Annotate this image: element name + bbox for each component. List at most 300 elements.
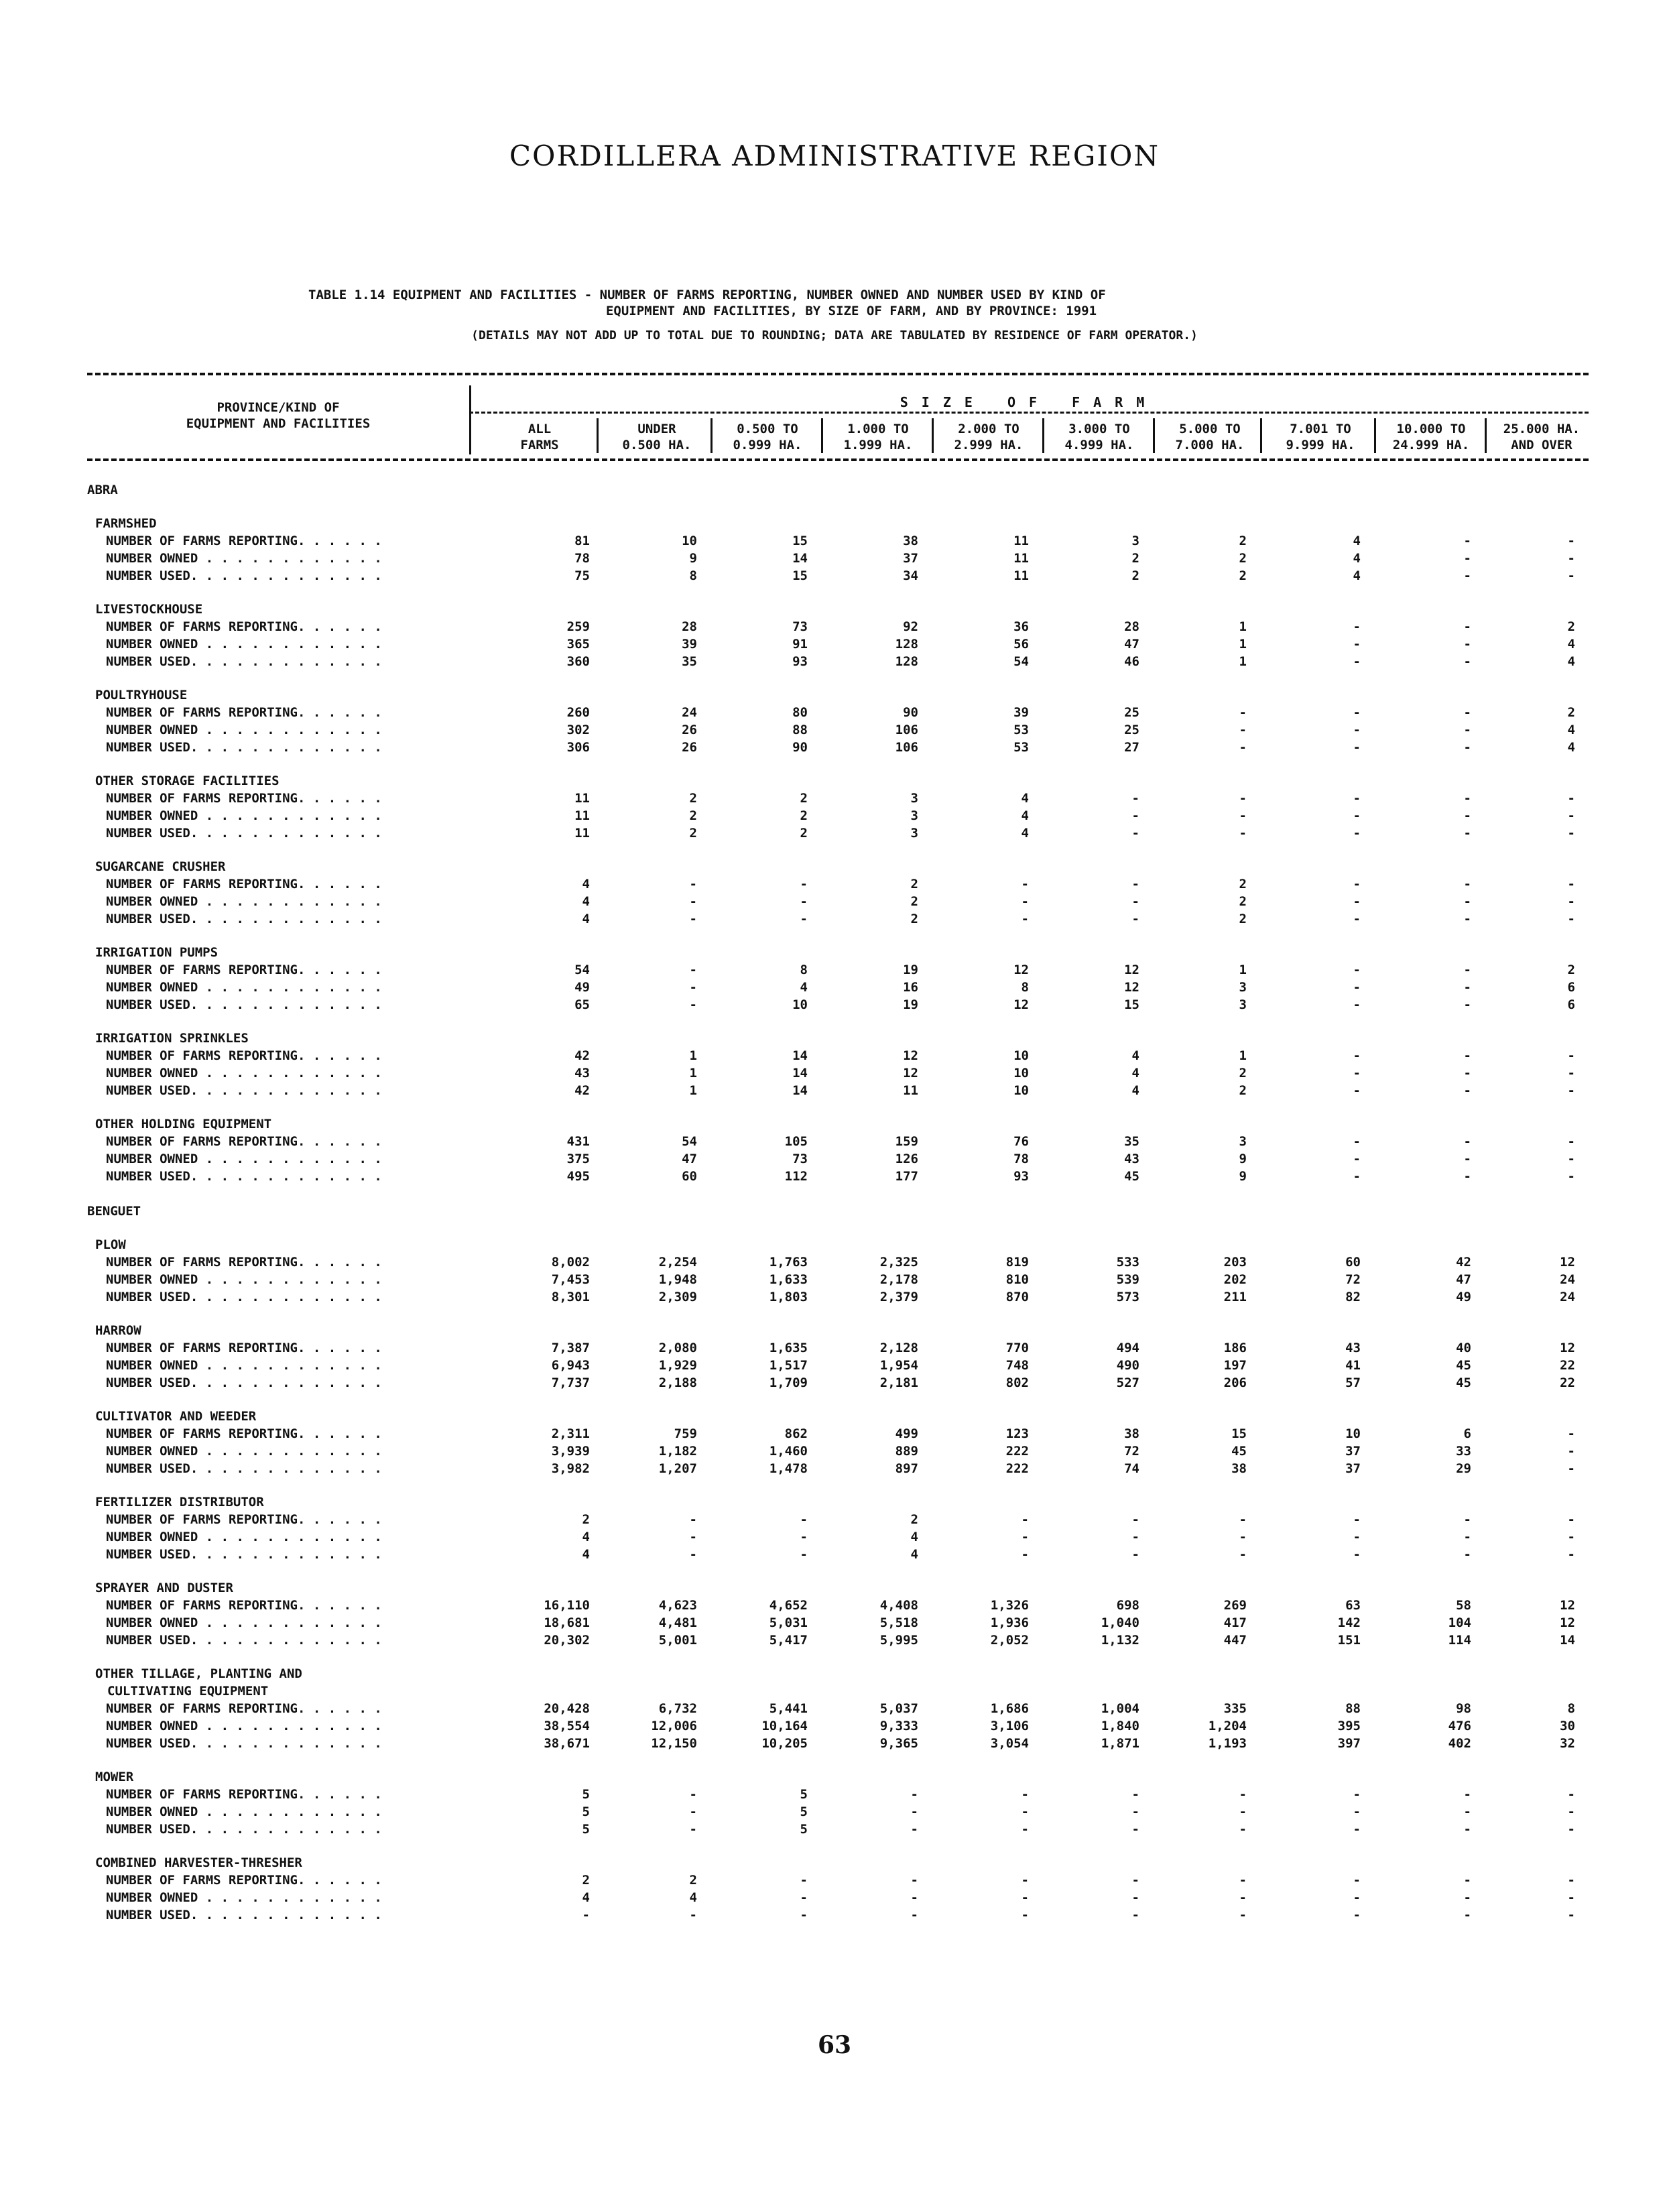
table-cell: 4 (582, 877, 590, 892)
table-cell: 63 (1345, 1598, 1361, 1613)
table-cell: 8 (689, 568, 697, 583)
equipment-group (0, 1768, 1669, 1838)
table-cell: 80 (792, 705, 808, 720)
table-cell: 1 (1239, 619, 1247, 634)
table-cell: 82 (1345, 1290, 1361, 1304)
table-cell: 38 (903, 534, 918, 548)
table-cell: 2 (1131, 551, 1139, 566)
table-cell: 42 (574, 1048, 590, 1063)
table-cell: 12 (1560, 1598, 1575, 1613)
table-cell: 335 (1223, 1701, 1247, 1716)
row-label: NUMBER OWNED . . . . . . . . . . . . (106, 1152, 382, 1166)
row-label: NUMBER USED. . . . . . . . . . . . . (106, 654, 382, 669)
table-cell: 10 (792, 997, 808, 1012)
table-cell: 186 (1223, 1341, 1247, 1355)
row-label: NUMBER OF FARMS REPORTING. . . . . . (106, 877, 382, 892)
table-cell: - (1353, 1787, 1361, 1802)
table-cell: 34 (903, 568, 918, 583)
table-cell: 2 (1239, 1066, 1247, 1081)
table-cell: 22 (1560, 1358, 1575, 1373)
table-cell: 2,311 (551, 1426, 590, 1441)
table-cell: 5,417 (769, 1633, 808, 1648)
table-cell: 1 (689, 1083, 697, 1098)
table-cell: 72 (1345, 1272, 1361, 1287)
table-cell: - (689, 1908, 697, 1922)
table-cell: 12,006 (651, 1719, 697, 1733)
table-cell: 24 (1560, 1290, 1575, 1304)
row-label: NUMBER OF FARMS REPORTING. . . . . . (106, 1134, 382, 1149)
row-label: NUMBER OWNED . . . . . . . . . . . . (106, 1719, 382, 1733)
table-cell: - (1567, 1083, 1575, 1098)
table-row (0, 532, 1669, 550)
table-cell: 2 (689, 791, 697, 806)
table-cell: 2 (910, 894, 918, 909)
table-cell: - (1239, 1908, 1247, 1922)
equipment-title: MOWER (95, 1770, 134, 1784)
table-cell: 1,954 (879, 1358, 918, 1373)
table-cell: - (1463, 705, 1471, 720)
column-header-line2: AND OVER (1511, 438, 1572, 452)
table-cell: - (910, 1908, 918, 1922)
column-separator (1260, 418, 1262, 453)
row-label: NUMBER OWNED . . . . . . . . . . . . (106, 894, 382, 909)
table-cell: 222 (1005, 1461, 1029, 1476)
table-cell: 5 (582, 1804, 590, 1819)
table-cell: 260 (566, 705, 590, 720)
table-row (0, 790, 1669, 807)
row-label: NUMBER USED. . . . . . . . . . . . . (106, 1633, 382, 1648)
table-cell: 43 (574, 1066, 590, 1081)
table-cell: 43 (1124, 1152, 1139, 1166)
row-label: NUMBER OWNED . . . . . . . . . . . . (106, 1530, 382, 1544)
table-cell: 2 (1131, 568, 1139, 583)
equipment-title-continued: CULTIVATING EQUIPMENT (107, 1684, 269, 1699)
table-cell: - (1567, 1152, 1575, 1166)
table-cell: 5,001 (658, 1633, 697, 1648)
row-label: NUMBER OF FARMS REPORTING. . . . . . (106, 791, 382, 806)
table-cell: 4,408 (879, 1598, 918, 1613)
page-number: 63 (817, 2031, 852, 2059)
table-cell: - (1239, 1787, 1247, 1802)
table-cell: 47 (1124, 637, 1139, 652)
table-cell: 748 (1005, 1358, 1029, 1373)
table-cell: - (1567, 1426, 1575, 1441)
table-cell: - (1131, 1822, 1139, 1837)
table-cell: - (800, 1547, 808, 1562)
table-cell: 2,325 (879, 1255, 918, 1270)
table-row (0, 1253, 1669, 1271)
table-cell: 54 (682, 1134, 697, 1149)
equipment-group (0, 772, 1669, 842)
table-cell: 26 (682, 723, 697, 737)
table-cell: - (1463, 568, 1471, 583)
table-cell: - (1463, 1152, 1471, 1166)
table-cell: 46 (1124, 654, 1139, 669)
table-cell: 37 (903, 551, 918, 566)
table-cell: 6 (1567, 997, 1575, 1012)
table-cell: 2 (910, 1512, 918, 1527)
table-cell: - (1021, 912, 1029, 926)
table-cell: 38,554 (544, 1719, 590, 1733)
table-row (0, 1786, 1669, 1803)
row-label: NUMBER OWNED . . . . . . . . . . . . (106, 980, 382, 995)
table-cell: - (1567, 1444, 1575, 1459)
table-cell: - (1021, 1804, 1029, 1819)
table-cell: 12 (1013, 997, 1029, 1012)
table-cell: 402 (1448, 1736, 1471, 1751)
table-cell: 1 (1239, 1048, 1247, 1063)
column-separator (932, 418, 934, 453)
size-header-rule (469, 412, 1589, 414)
table-cell: 90 (903, 705, 918, 720)
region-title: CORDILLERA ADMINISTRATIVE REGION (509, 139, 1160, 172)
table-cell: - (1353, 1152, 1361, 1166)
table-cell: 2 (800, 791, 808, 806)
table-row (0, 1047, 1669, 1064)
column-separator (1042, 418, 1044, 453)
table-cell: 88 (1345, 1701, 1361, 1716)
table-cell: 12 (1124, 980, 1139, 995)
table-cell: - (1021, 894, 1029, 909)
row-label: NUMBER OF FARMS REPORTING. . . . . . (106, 1255, 382, 1270)
table-cell: 2,181 (879, 1375, 918, 1390)
table-cell: 2,379 (879, 1290, 918, 1304)
equipment-title: SPRAYER AND DUSTER (95, 1581, 233, 1595)
table-cell: 60 (1345, 1255, 1361, 1270)
table-cell: - (689, 1787, 697, 1802)
table-cell: 302 (566, 723, 590, 737)
column-header-line2: FARMS (520, 438, 559, 452)
table-note: (DETAILS MAY NOT ADD UP TO TOTAL DUE TO ROUNDING; DATA ARE TABULATED BY RESIDENCE OF FARM OPERATOR.) (471, 328, 1198, 343)
table-cell: - (1353, 826, 1361, 841)
row-label: NUMBER OWNED . . . . . . . . . . . . (106, 1444, 382, 1459)
table-cell: 27 (1124, 740, 1139, 755)
table-cell: - (1463, 1873, 1471, 1888)
table-cell: 9,365 (879, 1736, 918, 1751)
table-cell: - (1131, 1787, 1139, 1802)
table-cell: - (1353, 980, 1361, 995)
equipment-group (0, 515, 1669, 585)
table-cell: 6,732 (658, 1701, 697, 1716)
table-cell: 9 (689, 551, 697, 566)
table-cell: 1,204 (1208, 1719, 1247, 1733)
table-cell: - (689, 1512, 697, 1527)
table-row (0, 635, 1669, 653)
table-cell: 9 (1239, 1169, 1247, 1184)
table-cell: - (1239, 1547, 1247, 1562)
table-cell: 360 (566, 654, 590, 669)
table-cell: 2 (689, 826, 697, 841)
table-cell: - (1463, 1804, 1471, 1819)
row-label: NUMBER USED. . . . . . . . . . . . . (106, 1290, 382, 1304)
table-cell: - (1353, 1804, 1361, 1819)
table-cell: 10 (682, 534, 697, 548)
column-separator (710, 418, 713, 453)
table-caption-line2: EQUIPMENT AND FACILITIES, BY SIZE OF FARM, AND BY PROVINCE: 1991 (605, 304, 1097, 318)
table-cell: 47 (682, 1152, 697, 1166)
table-cell: 58 (1456, 1598, 1471, 1613)
table-cell: - (1463, 963, 1471, 977)
table-cell: - (910, 1873, 918, 1888)
table-cell: 4 (582, 1890, 590, 1905)
table-cell: 2 (1239, 1083, 1247, 1098)
row-label: NUMBER OF FARMS REPORTING. . . . . . (106, 1701, 382, 1716)
table-cell: 819 (1005, 1255, 1029, 1270)
table-cell: 25 (1124, 723, 1139, 737)
table-cell: - (1131, 1908, 1139, 1922)
row-label: NUMBER USED. . . . . . . . . . . . . (106, 1908, 382, 1922)
table-row (0, 979, 1669, 996)
table-cell: - (1353, 619, 1361, 634)
table-cell: 1,635 (769, 1341, 808, 1355)
table-cell: 395 (1337, 1719, 1361, 1733)
table-cell: 49 (1456, 1290, 1471, 1304)
table-cell: 3 (1239, 1134, 1247, 1149)
equipment-title: SUGARCANE CRUSHER (95, 859, 226, 874)
table-cell: 16 (903, 980, 918, 995)
table-cell: 11 (1013, 568, 1029, 583)
table-cell: 39 (682, 637, 697, 652)
table-cell: 5 (800, 1804, 808, 1819)
row-label: NUMBER USED. . . . . . . . . . . . . (106, 740, 382, 755)
table-cell: - (1021, 1908, 1029, 1922)
table-cell: 1 (1239, 963, 1247, 977)
table-cell: 65 (574, 997, 590, 1012)
table-cell: 73 (792, 1152, 808, 1166)
table-cell: 73 (792, 619, 808, 634)
table-cell: 29 (1456, 1461, 1471, 1476)
table-cell: 2,052 (990, 1633, 1029, 1648)
table-cell: - (1021, 1547, 1029, 1562)
table-cell: 2 (1239, 877, 1247, 892)
table-cell: 2,178 (879, 1272, 918, 1287)
equipment-title: FARMSHED (95, 516, 157, 531)
column-header-line1: 7.001 TO (1290, 422, 1351, 436)
table-cell: 112 (784, 1169, 808, 1184)
table-cell: - (1131, 1890, 1139, 1905)
table-cell: - (1353, 654, 1361, 669)
table-cell: 35 (1124, 1134, 1139, 1149)
table-cell: 123 (1005, 1426, 1029, 1441)
table-cell: - (1463, 826, 1471, 841)
table-cell: 75 (574, 568, 590, 583)
table-cell: - (1463, 740, 1471, 755)
table-cell: 98 (1456, 1701, 1471, 1716)
table-cell: - (1463, 1890, 1471, 1905)
table-cell: - (689, 894, 697, 909)
table-row (0, 1614, 1669, 1632)
row-label: NUMBER USED. . . . . . . . . . . . . (106, 1547, 382, 1562)
table-cell: 2 (800, 826, 808, 841)
table-cell: 1,948 (658, 1272, 697, 1287)
equipment-group (0, 944, 1669, 1013)
table-cell: - (1353, 1169, 1361, 1184)
table-cell: 4 (1131, 1066, 1139, 1081)
equipment-title: OTHER TILLAGE, PLANTING AND (95, 1666, 302, 1681)
table-cell: 259 (566, 619, 590, 634)
table-cell: - (1131, 791, 1139, 806)
row-label: NUMBER OWNED . . . . . . . . . . . . (106, 1066, 382, 1081)
row-label: NUMBER OWNED . . . . . . . . . . . . (106, 1272, 382, 1287)
table-cell: - (1353, 637, 1361, 652)
table-cell: - (910, 1787, 918, 1802)
table-cell: 93 (1013, 1169, 1029, 1184)
table-cell: 16,110 (544, 1598, 590, 1613)
table-cell: 10 (1345, 1426, 1361, 1441)
table-cell: 4 (800, 980, 808, 995)
size-of-farm-header: SIZE OF FARM (900, 394, 1158, 410)
table-row (0, 1271, 1669, 1288)
table-cell: 197 (1223, 1358, 1247, 1373)
table-cell: 495 (566, 1169, 590, 1184)
table-cell: - (689, 1822, 697, 1837)
table-cell: - (1021, 1512, 1029, 1527)
equipment-group (0, 1030, 1669, 1099)
table-cell: 2 (910, 877, 918, 892)
table-cell: - (1463, 997, 1471, 1012)
table-cell: 14 (792, 1083, 808, 1098)
table-cell: - (1021, 1890, 1029, 1905)
table-cell: 14 (1560, 1633, 1575, 1648)
table-cell: 8 (1567, 1701, 1575, 1716)
table-cell: - (1567, 1822, 1575, 1837)
table-cell: - (1353, 1822, 1361, 1837)
table-cell: - (1353, 1547, 1361, 1562)
table-cell: 22 (1560, 1375, 1575, 1390)
table-cell: 1,460 (769, 1444, 808, 1459)
table-cell: 7,737 (551, 1375, 590, 1390)
table-cell: 397 (1337, 1736, 1361, 1751)
table-cell: - (1353, 1048, 1361, 1063)
column-header-line2: 0.500 HA. (622, 438, 692, 452)
table-cell: 1,132 (1101, 1633, 1139, 1648)
column-header-line1: 0.500 TO (737, 422, 798, 436)
row-label: NUMBER OF FARMS REPORTING. . . . . . (106, 963, 382, 977)
table-cell: 38,671 (544, 1736, 590, 1751)
table-cell: 3 (1239, 997, 1247, 1012)
table-cell: - (1567, 551, 1575, 566)
table-cell: - (800, 1530, 808, 1544)
table-cell: - (1353, 808, 1361, 823)
table-row (0, 653, 1669, 670)
table-cell: 6 (1463, 1426, 1471, 1441)
table-cell: 54 (1013, 654, 1029, 669)
table-cell: - (1239, 1512, 1247, 1527)
table-cell: - (689, 877, 697, 892)
row-label: NUMBER OF FARMS REPORTING. . . . . . (106, 1341, 382, 1355)
table-cell: 1,040 (1101, 1615, 1139, 1630)
table-cell: - (1239, 705, 1247, 720)
table-row (0, 721, 1669, 739)
table-cell: 527 (1116, 1375, 1139, 1390)
table-cell: - (1567, 1169, 1575, 1184)
table-cell: 37 (1345, 1461, 1361, 1476)
table-cell: 10 (1013, 1083, 1029, 1098)
table-cell: 3,982 (551, 1461, 590, 1476)
row-label: NUMBER USED. . . . . . . . . . . . . (106, 1169, 382, 1184)
table-cell: 7,453 (551, 1272, 590, 1287)
row-label: NUMBER OWNED . . . . . . . . . . . . (106, 808, 382, 823)
table-cell: 3 (910, 826, 918, 841)
table-cell: 1,478 (769, 1461, 808, 1476)
table-cell: - (1239, 808, 1247, 823)
table-cell: - (1131, 894, 1139, 909)
table-cell: 802 (1005, 1375, 1029, 1390)
table-cell: 2 (1239, 894, 1247, 909)
table-row (0, 893, 1669, 910)
table-cell: 9 (1239, 1152, 1247, 1166)
table-cell: 4 (1131, 1048, 1139, 1063)
row-label: NUMBER USED. . . . . . . . . . . . . (106, 912, 382, 926)
table-row (0, 875, 1669, 893)
stub-header (87, 400, 469, 432)
table-cell: 90 (792, 740, 808, 755)
table-cell: 60 (682, 1169, 697, 1184)
equipment-title: PLOW (95, 1237, 126, 1252)
table-cell: 1,193 (1208, 1736, 1247, 1751)
equipment-title: OTHER STORAGE FACILITIES (95, 774, 280, 788)
stub-header-line1: PROVINCE/KIND OF (217, 400, 340, 415)
table-cell: - (1239, 1890, 1247, 1905)
row-label: NUMBER OF FARMS REPORTING. . . . . . (106, 1787, 382, 1802)
table-row (0, 1889, 1669, 1906)
table-cell: 106 (895, 723, 918, 737)
table-cell: - (1239, 1873, 1247, 1888)
table-cell: - (800, 1908, 808, 1922)
table-cell: - (1239, 826, 1247, 841)
table-cell: - (689, 912, 697, 926)
row-label: NUMBER OWNED . . . . . . . . . . . . (106, 1358, 382, 1373)
table-cell: - (1239, 1822, 1247, 1837)
table-cell: - (1353, 740, 1361, 755)
table-cell: 12 (1560, 1341, 1575, 1355)
table-cell: 12 (903, 1066, 918, 1081)
table-cell: 38 (1231, 1461, 1247, 1476)
table-cell: 20,428 (544, 1701, 590, 1716)
equipment-title: OTHER HOLDING EQUIPMENT (95, 1117, 272, 1131)
table-cell: 476 (1448, 1719, 1471, 1733)
table-cell: 14 (792, 1048, 808, 1063)
table-cell: - (910, 1890, 918, 1905)
table-cell: 2 (800, 808, 808, 823)
table-cell: 2 (689, 1873, 697, 1888)
table-cell: 28 (1124, 619, 1139, 634)
row-label: NUMBER USED. . . . . . . . . . . . . (106, 1461, 382, 1476)
table-cell: 9,333 (879, 1719, 918, 1733)
table-cell: - (1567, 1890, 1575, 1905)
table-cell: - (1463, 912, 1471, 926)
table-cell: 128 (895, 654, 918, 669)
table-cell: - (1567, 894, 1575, 909)
table-cell: - (1463, 534, 1471, 548)
table-cell: 770 (1005, 1341, 1029, 1355)
table-cell: 447 (1223, 1633, 1247, 1648)
table-cell: - (1463, 980, 1471, 995)
row-label: NUMBER USED. . . . . . . . . . . . . (106, 997, 382, 1012)
table-cell: 40 (1456, 1341, 1471, 1355)
table-cell: 375 (566, 1152, 590, 1166)
table-cell: - (1463, 877, 1471, 892)
column-separator (1374, 418, 1376, 453)
table-cell: 889 (895, 1444, 918, 1459)
table-cell: 126 (895, 1152, 918, 1166)
table-cell: - (1567, 1461, 1575, 1476)
table-cell: 45 (1456, 1375, 1471, 1390)
table-cell: - (1567, 1547, 1575, 1562)
column-header-line1: 3.000 TO (1068, 422, 1130, 436)
column-header-line2: 9.999 HA. (1286, 438, 1355, 452)
table-cell: 4,652 (769, 1598, 808, 1613)
